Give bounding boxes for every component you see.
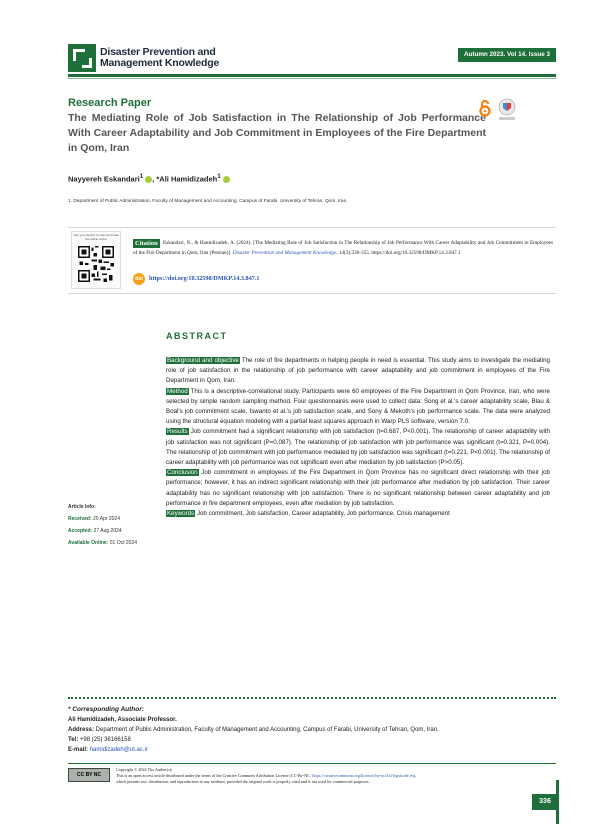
- email-link[interactable]: hamidizadeh@ut.ac.ir: [89, 747, 148, 753]
- citation-reference: Eskandari, N., & Hamidizadeh, A. (2024). [The Mediating Role of Job Satisfaction in The Relationship of Job Performance With Career Adaptability and Job Commitment in Employees of the Fire Department in Qom, Iran (Persian)].: [133, 240, 553, 256]
- copyright-line: Copyright © 2024 The Author(s);: [116, 767, 173, 772]
- background-text: The role of fire departments in helping people in need is essential. This study aims to investigate the mediating role of job satisfaction in the relationship of job performance with career adaptability and job commitment in employees of the Fire Department in Qom, Iran.: [166, 357, 550, 385]
- header-divider-thin: [68, 78, 556, 79]
- license-link[interactable]: https://creativecommons.org/licenses/by-nc/4.0/legalcode.en: [312, 773, 414, 778]
- footer-divider: [68, 763, 556, 764]
- online-date: [68, 540, 137, 546]
- license-terms: which permits use, distribution, and reproduction in any medium, provided the original work is properly cited and is not used for commercial purposes.: [116, 779, 370, 784]
- copyright-notice: [116, 767, 516, 785]
- citation-reference-end: , 14(3):336-355. https://doi.org/10.32598/DMKP.14.3.847.1: [336, 249, 461, 256]
- corresponding-tel: [68, 737, 131, 743]
- address-value: Department of Public Administration, Faculty of Management and Accounting, Campus of Farabi, University of Tehran, Qom, Iran.: [94, 727, 439, 733]
- accepted-date: [68, 528, 122, 534]
- conclusion-label: Conclusion: [167, 469, 198, 477]
- orcid-icon[interactable]: [223, 176, 230, 183]
- crossmark-icon[interactable]: [497, 98, 517, 122]
- accepted-value: 27 Aug 2024: [93, 528, 122, 534]
- author-name[interactable]: Nayyereh Eskandari: [68, 174, 140, 184]
- online-value: 01 Oct 2024: [109, 540, 138, 546]
- author-list: [68, 173, 230, 184]
- cc-license-icon[interactable]: CC BY NC: [68, 768, 110, 782]
- page-number: 336: [532, 794, 558, 810]
- results-label: Results: [167, 428, 188, 436]
- corresponding-email: [68, 747, 148, 753]
- qr-caption: Use your device to scan and read the article online: [73, 233, 119, 241]
- conclusion-text: Job commitment in employees of the Fire Department in Qom Province has no significant direct relationship with their job performance; however, it has an indirect significant relationship with their job performance after mediation by job satisfaction. Their career adaptability has no significant relationship with job satisfaction. There is no significant relationship between career adaptability and job performance in fire department employees, even after mediation by job satisfaction.: [166, 469, 550, 507]
- author-name[interactable]: *Ali Hamidizadeh: [156, 174, 218, 184]
- accepted-label: Accepted:: [68, 528, 93, 534]
- footer-dotted-divider: [68, 697, 556, 699]
- issue-badge: Autumn 2023. Vol 14. Issue 3: [458, 48, 556, 62]
- abstract-body: [166, 356, 550, 519]
- article-info-heading: Article Info:: [68, 504, 96, 510]
- qr-code-icon[interactable]: [78, 246, 114, 282]
- open-access-icon: [478, 99, 492, 117]
- email-label: E-mail:: [68, 747, 89, 753]
- received-value: 20 Apr 2024: [93, 516, 120, 522]
- header-divider: [68, 74, 556, 77]
- affiliation: 1. Department of Public Administration, Faculty of Management and Accounting, Campus of Farabi, University of Tehran, Qom, Iran.: [68, 199, 348, 204]
- abstract-heading: ABSTRACT: [166, 331, 228, 341]
- corresponding-heading: * Corresponding Author:: [68, 706, 144, 713]
- author-affiliation-marker: 1: [139, 173, 144, 180]
- corresponding-address: [68, 727, 439, 733]
- license-text-end: ),: [413, 773, 417, 778]
- online-label: Available Online:: [68, 540, 109, 546]
- received-date: [68, 516, 120, 522]
- keywords-label: Keywords: [167, 510, 195, 518]
- journal-name-line1: Disaster Prevention and: [100, 46, 216, 58]
- method-label: Method: [167, 387, 188, 395]
- doi-icon: doi: [133, 273, 145, 285]
- received-label: Received:: [68, 516, 92, 522]
- background-label: Background and objective: [167, 357, 239, 364]
- doi-link[interactable]: https://doi.org/10.32598/DMKP.14.3.847.1: [149, 275, 260, 282]
- citation-label: Citation: [135, 240, 158, 247]
- address-label: Address:: [68, 727, 95, 733]
- citation-text: [133, 239, 553, 258]
- author-affiliation-marker: 1: [217, 173, 221, 180]
- journal-name: [100, 47, 219, 69]
- method-text: This is a descriptive-correlational study. Participants were 60 employees of the Fire Department in Qom Province, Iran, who were selected by simple random sampling method. Four questionnaires were used to collect data: Song et al.'s career adaptability scale, Blau & Boal's job commitment scale, Iswanto et al.'s job satisfaction scale, and Sony & Mekoth's job performance scale. The data were analyzed using the structural equation modeling with a partial least squares approach in Warp PLS software, version 7.0.: [166, 387, 550, 426]
- journal-name-line2: Management Knowledge: [100, 57, 220, 69]
- paper-title: The Mediating Role of Job Satisfaction in The Relationship of Job Performance With Career Adaptability and Job Commitment in Employees of the Fire Department in Qom, Iran: [68, 112, 486, 154]
- journal-logo-icon: [68, 44, 96, 72]
- corresponding-name: Ali Hamidizadeh, Associate Professor.: [68, 717, 177, 723]
- author-separator: ,: [152, 174, 157, 184]
- license-text: This is an open access article distributed under the terms of the Creative Commons Attribution License (CC-By-NC:: [116, 773, 313, 778]
- paper-type: Research Paper: [68, 97, 152, 109]
- tel-label: Tel:: [68, 737, 79, 743]
- results-text: Job commitment had a significant relationship with job satisfaction (t=0.687, P<0.001). The relationship of career adaptability with job satisfaction was not significant (P=0.087). The relationship of job satisfaction with job performance was significant (t=0.321, P=0.004). The relationship of job commitment with job performance mediated by job satisfaction was significant (t=0.221, P<0.001). The relationship of career adaptability with job performance was not significant even after mediation by job satisfaction (P>0.05).: [166, 428, 550, 467]
- keywords-text: Job commitment, Job satisfaction, Career adaptability, Job performance, Crisis management: [195, 510, 450, 518]
- citation-journal-link[interactable]: Disaster Prevention and Management Knowledge: [232, 249, 337, 256]
- tel-value: +98 (25) 36166158: [78, 737, 131, 743]
